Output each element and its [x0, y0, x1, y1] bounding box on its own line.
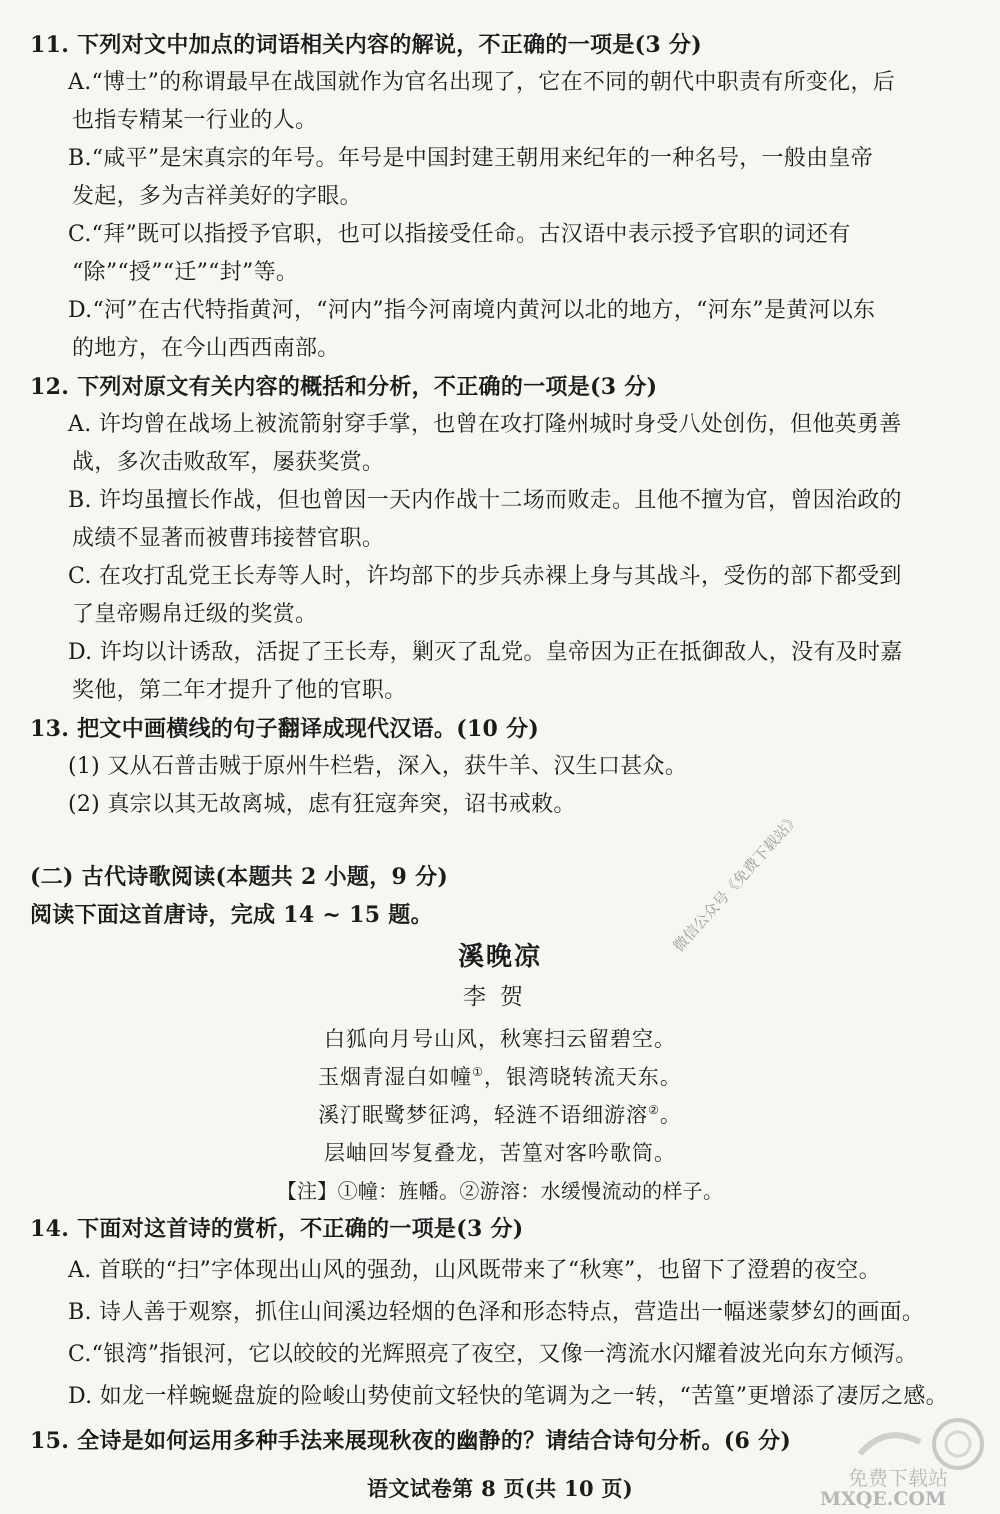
q12-option-c-cont: 了皇帝赐帛迁级的奖赏。	[72, 602, 318, 627]
q11-option-c-cont: “除”“授”“迁”“封”等。	[72, 260, 299, 285]
q14-option-a: A. 首联的“扫”字体现出山风的强劲，山风既带来了“秋寒”，也留下了澄碧的夜空。	[68, 1258, 881, 1283]
q11-option-a-cont: 也指专精某一行业的人。	[72, 108, 318, 133]
diagonal-watermark: 微信公众号《免费下载站》	[669, 809, 804, 956]
poem-line-3: 溪汀眠鹭梦征鸿，轻涟不语细游溶②。	[318, 1103, 682, 1127]
q15-stem: 15. 全诗是如何运用多种手法来展现秋夜的幽静的？请结合诗句分析。(6 分)	[30, 1428, 792, 1454]
q11-option-a: A.“博士”的称谓最早在战国就作为官名出现了，它在不同的朝代中职责有所变化，后	[68, 70, 896, 95]
q12-option-b: B. 许均虽擅长作战，但也曾因一天内作战十二场而败走。且他不擅为官，曾因治政的	[68, 488, 902, 513]
poem-line-1: 白狐向月号山风，秋寒扫云留碧空。	[324, 1027, 676, 1051]
q13-sentence-2: (2) 真宗以其无故离城，虑有狂寇奔突，诏书戒敕。	[68, 792, 576, 817]
q11-option-d: D.“河”在古代特指黄河，“河内”指今河南境内黄河以北的地方，“河东”是黄河以东	[68, 298, 876, 323]
section-2-intro: 阅读下面这首唐诗，完成 14 ~ 15 题。	[30, 902, 433, 928]
q13-sentence-1: (1) 又从石普击贼于原州牛栏砦，深入，获牛羊、汉生口甚众。	[68, 754, 688, 779]
q14-option-c: C.“银湾”指银河，它以皎皎的光辉照亮了夜空，又像一湾流水闪耀着波光向东方倾泻。	[68, 1342, 918, 1367]
footnote-mark-2: ②	[648, 1103, 660, 1117]
poem-title: 溪晚凉	[457, 942, 542, 972]
q12-option-c: C. 在攻打乱党王长寿等人时，许均部下的步兵赤裸上身与其战斗，受伤的部下都受到	[68, 564, 902, 589]
q12-option-b-cont: 成绩不显著而被曹玮接替官职。	[72, 526, 385, 551]
q11-option-b-cont: 发起，多为吉祥美好的字眼。	[72, 184, 362, 209]
page-footer: 语文试卷第 8 页(共 10 页)	[366, 1476, 634, 1501]
q11-option-c: C.“拜”既可以指授予官职，也可以指接受任命。古汉语中表示授予官职的词还有	[68, 222, 851, 247]
q11-option-d-cont: 的地方，在今山西西南部。	[72, 336, 340, 361]
poem-author: 李贺	[463, 984, 537, 1010]
q14-stem: 14. 下面对这首诗的赏析，不正确的一项是(3 分)	[30, 1216, 524, 1242]
q13-stem: 13. 把文中画横线的句子翻译成现代汉语。(10 分)	[30, 716, 540, 742]
q11-stem: 11. 下列对文中加点的词语相关内容的解说，不正确的一项是(3 分)	[30, 32, 702, 58]
q12-option-d-cont: 奖他，第二年才提升了他的官职。	[72, 678, 407, 703]
poem-line-4: 层岫回岑复叠龙，苦篁对客吟歌筒。	[324, 1141, 676, 1165]
q14-option-d: D. 如龙一样蜿蜒盘旋的险峻山势使前文轻快的笔调为之一转，“苦篁”更增添了凄厉之感。	[68, 1384, 948, 1409]
poem-line-2: 玉烟青湿白如幢①，银湾晓转流天东。	[318, 1065, 682, 1089]
q12-option-d: D. 许均以计诱敌，活捉了王长寿，剿灭了乱党。皇帝因为正在抵御敌人，没有及时嘉	[68, 640, 903, 665]
q12-option-a: A. 许均曾在战场上被流箭射穿手掌，也曾在攻打隆州城时身受八处创伤，但他英勇善	[68, 412, 902, 437]
corner-watermark-text: 免费下载站	[848, 1466, 948, 1490]
section-2-title: (二) 古代诗歌阅读(本题共 2 小题，9 分)	[30, 864, 449, 890]
footnote-mark-1: ①	[472, 1065, 484, 1079]
q12-option-a-cont: 战，多次击败敌军，屡获奖赏。	[72, 450, 385, 475]
corner-watermark-domain: MXQE.COM	[820, 1488, 947, 1510]
poem-note: 【注】①幢：旌幡。②游溶：水缓慢流动的样子。	[276, 1179, 724, 1203]
q11-option-b: B.“咸平”是宋真宗的年号。年号是中国封建王朝用来纪年的一种名号，一般由皇帝	[68, 146, 874, 171]
q12-stem: 12. 下列对原文有关内容的概括和分析，不正确的一项是(3 分)	[30, 374, 658, 400]
q14-option-b: B. 诗人善于观察，抓住山间溪边轻烟的色泽和形态特点，营造出一幅迷蒙梦幻的画面。	[68, 1300, 925, 1325]
